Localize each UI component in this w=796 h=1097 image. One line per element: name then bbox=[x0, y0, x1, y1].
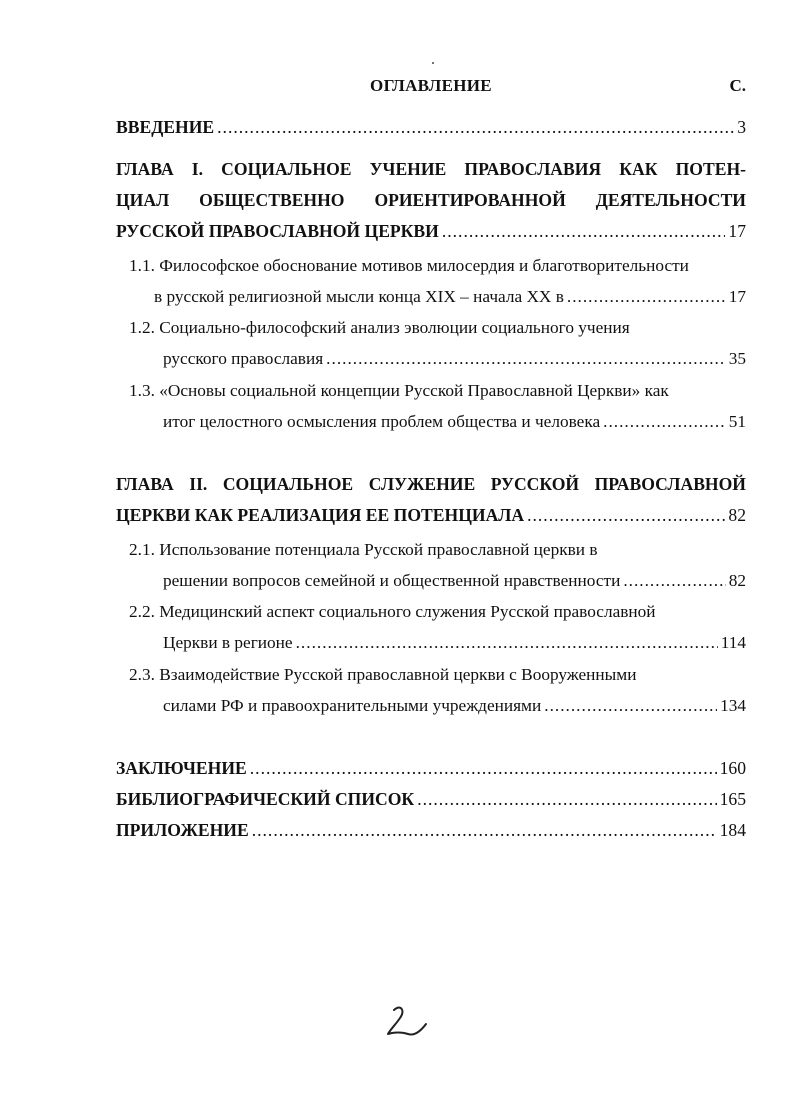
section-page-number: 17 bbox=[728, 287, 746, 306]
section-title-line: 1.3. «Основы социальной концепции Русской Православной Церкви» как bbox=[129, 381, 669, 400]
toc-entry-appendix bbox=[116, 815, 746, 846]
chapter-title-line: ГЛАВА II. СОЦИАЛЬНОЕ СЛУЖЕНИЕ РУССКОЙ ПРАВОСЛАВНОЙ bbox=[116, 474, 746, 494]
entry-label: ЗАКЛЮЧЕНИЕ bbox=[116, 758, 247, 778]
toc-section-1-1 bbox=[129, 250, 746, 312]
section-title-line: 2.2. Медицинский аспект социального служения Русской православной bbox=[129, 602, 656, 621]
entry-page-number: 165 bbox=[719, 789, 746, 809]
dot-leader bbox=[417, 784, 716, 815]
dot-leader bbox=[527, 500, 725, 531]
section-title-line: в русской религиозной мысли конца XIX – начала XX в bbox=[154, 287, 564, 306]
section-title-line: решении вопросов семейной и общественной нравственности bbox=[163, 571, 621, 590]
toc-title: ОГЛАВЛЕНИЕ bbox=[370, 76, 492, 95]
section-page-number: 35 bbox=[728, 349, 746, 368]
entry-page-number: 160 bbox=[719, 758, 746, 778]
chapter-title-line: ЦИАЛ ОБЩЕСТВЕННО ОРИЕНТИРОВАННОЙ ДЕЯТЕЛЬНОСТИ bbox=[116, 190, 746, 210]
section-title-line: Церкви в регионе bbox=[163, 633, 293, 652]
dot-leader bbox=[442, 216, 726, 247]
toc-entry-intro bbox=[116, 112, 746, 143]
toc-section-2-3 bbox=[129, 659, 746, 721]
section-title-line: 2.3. Взаимодействие Русской православной церкви с Вооруженными bbox=[129, 665, 637, 684]
entry-label: ВВЕДЕНИЕ bbox=[116, 117, 215, 137]
section-title-line: силами РФ и правоохранительными учреждениями bbox=[163, 696, 542, 715]
chapter-title-line: ЦЕРКВИ КАК РЕАЛИЗАЦИЯ ЕЕ ПОТЕНЦИАЛА bbox=[116, 505, 525, 525]
toc-section-1-3 bbox=[129, 375, 746, 437]
handwritten-signature bbox=[382, 1004, 430, 1040]
entry-page-number: 82 bbox=[728, 505, 746, 525]
entry-page-number: 17 bbox=[728, 221, 746, 241]
toc-section-2-1 bbox=[129, 534, 746, 596]
dot-leader bbox=[326, 343, 726, 374]
dot-leader bbox=[623, 565, 725, 596]
toc-entry-bibliography bbox=[116, 784, 746, 815]
dot-leader bbox=[217, 112, 734, 143]
entry-label: БИБЛИОГРАФИЧЕСКИЙ СПИСОК bbox=[116, 789, 415, 809]
toc-section-1-2 bbox=[129, 312, 746, 374]
section-title-line: 1.1. Философское обоснование мотивов милосердия и благотворительности bbox=[129, 256, 689, 275]
section-title-line: итог целостного осмысления проблем общества и человека bbox=[163, 412, 601, 431]
dot-leader bbox=[567, 281, 726, 312]
toc-entry-conclusion bbox=[116, 753, 746, 784]
dot-leader bbox=[250, 753, 717, 784]
section-page-number: 82 bbox=[728, 571, 746, 590]
section-page-number: 134 bbox=[720, 696, 746, 715]
toc-chapter-1 bbox=[116, 154, 746, 247]
section-title-line: 1.2. Социально-философский анализ эволюции социального учения bbox=[129, 318, 630, 337]
section-title-line: 2.1. Использование потенциала Русской православной церкви в bbox=[129, 540, 598, 559]
chapter-title-line: ГЛАВА I. СОЦИАЛЬНОЕ УЧЕНИЕ ПРАВОСЛАВИЯ КАК ПОТЕН- bbox=[116, 159, 746, 179]
dot-leader bbox=[544, 690, 717, 721]
dot-leader bbox=[252, 815, 717, 846]
dot-leader bbox=[296, 627, 718, 658]
section-page-number: 114 bbox=[720, 633, 746, 652]
entry-page-number: 3 bbox=[737, 117, 746, 137]
entry-page-number: 184 bbox=[719, 820, 746, 840]
toc-section-2-2 bbox=[129, 596, 746, 658]
page-column-label: С. bbox=[729, 76, 746, 95]
chapter-title-line: РУССКОЙ ПРАВОСЛАВНОЙ ЦЕРКВИ bbox=[116, 221, 439, 241]
dot-leader bbox=[603, 406, 726, 437]
section-page-number: 51 bbox=[728, 412, 746, 431]
toc-chapter-2 bbox=[116, 469, 746, 531]
section-title-line: русского православия bbox=[163, 349, 324, 368]
entry-label: ПРИЛОЖЕНИЕ bbox=[116, 820, 249, 840]
toc-header bbox=[116, 76, 746, 100]
stray-dot bbox=[432, 62, 434, 64]
